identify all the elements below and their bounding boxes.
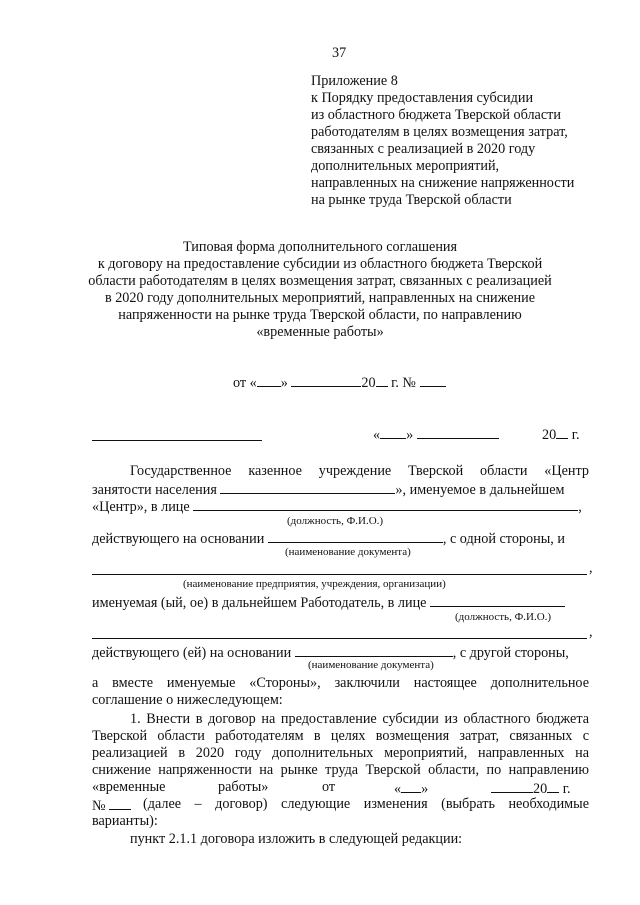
text: действующего (ей) на основании [92,645,292,661]
appendix-line: на рынке труда Тверской области [311,192,512,208]
year-suffix: г. [562,781,571,797]
page-number: 37 [332,45,347,61]
place-blank[interactable] [92,440,262,441]
quote-close: » [280,375,288,391]
body-word: «временные [92,779,166,795]
number-blank[interactable] [420,373,446,387]
place-date-line [373,425,499,444]
day-blank[interactable] [257,373,281,387]
text: , [578,499,582,515]
appendix-line: работодателям в целях возмещения затрат, [311,124,568,140]
text: », именуемое в дальнейшем [395,482,565,498]
caption-position: (должность, Ф.И.О.) [287,515,384,527]
body-line: реализацией в 2020 году дополнительных мероприятий, направленных на [92,745,589,761]
place-year [542,425,580,444]
body-line: (далее – договор) следующие изменения (выбрать необходимые [143,796,589,812]
year-blank[interactable] [376,373,388,387]
body-line: пункт 2.1.1 договора изложить в следующей редакции: [130,831,463,847]
quote-open: « [373,427,381,443]
title-line: напряженности на рынке труда Тверской области, по направлению [118,307,522,323]
quote-open: « [394,781,402,797]
appendix-line: дополнительных мероприятий, [311,158,500,174]
body-line: 1. Внести в договор на предоставление субсидии из областного бюджета [130,711,589,727]
employer-basis-blank[interactable] [295,643,453,657]
body-line: соглашение о нижеследующем: [92,692,283,708]
body-line [92,497,582,516]
title-line: области работодателям в целях возмещения затрат, связанных с реализацией [88,273,552,289]
text: именуемая (ый, ое) в дальнейшем Работодатель, в лице [92,595,427,611]
title-line: Типовая форма дополнительного соглашения [182,239,458,255]
month-blank[interactable] [291,373,361,387]
date-prefix: от « [233,375,257,391]
year-blank[interactable] [556,425,568,439]
quote-close: » [421,781,429,797]
appendix-line: связанных с реализацией в 2020 году [311,141,536,157]
title-line: «временные работы» [256,324,384,340]
caption-org: (наименование предприятия, учреждения, организации) [183,578,446,590]
text: , с другой стороны, [452,645,569,661]
employer-representative-cont-blank[interactable] [92,638,587,639]
caption-position: (должность, Ф.И.О.) [455,611,552,623]
contract-number-blank[interactable] [109,796,131,810]
year-prefix: 20 [533,781,548,797]
appendix-line: направленных на снижение напряженности [311,175,575,191]
comma: , [589,624,593,640]
quote-close: » [406,427,414,443]
body-line: снижение напряженности на рынке труда Тверской области, по направлению [92,762,589,778]
body-word: от [322,779,336,795]
center-representative-blank[interactable] [193,497,578,511]
day-blank[interactable] [380,425,406,439]
body-line [92,593,565,612]
year-blank[interactable] [547,779,559,793]
title-line: в 2020 году дополнительных мероприятий, направленных на снижение [104,290,536,306]
text: занятости населения [92,482,217,498]
caption-document: (наименование документа) [308,659,434,671]
agreement-date-line [233,373,446,392]
employer-org-blank[interactable] [92,574,587,575]
employer-representative-blank[interactable] [430,593,565,607]
text: , с одной стороны, и [442,531,565,547]
appendix-line: Приложение 8 [311,73,398,89]
month-blank[interactable] [491,779,533,793]
body-line: а вместе именуемые «Стороны», заключили настоящее дополнительное [92,675,589,691]
year-suffix: г. [571,427,580,443]
number-sign: № [92,798,106,814]
text: действующего на основании [92,531,265,547]
month-blank[interactable] [417,425,499,439]
body-word: работы» [218,779,269,795]
day-blank[interactable] [401,779,421,793]
year-number-label: г. № [391,375,416,391]
center-basis-blank[interactable] [268,529,443,543]
year-prefix: 20 [361,375,376,391]
body-line: Государственное казенное учреждение Тверской области «Центр [130,463,589,479]
year-prefix: 20 [542,427,557,443]
body-line: варианты): [92,813,158,829]
text: «Центр», в лице [92,499,190,515]
caption-document: (наименование документа) [285,546,411,558]
title-line: к договору на предоставление субсидии из областного бюджета Тверской [97,256,543,272]
appendix-line: из областного бюджета Тверской области [311,107,561,123]
body-line: Тверской области работодателям в целях возмещения затрат, связанных с [92,728,589,744]
appendix-line: к Порядку предоставления субсидии [311,90,534,106]
center-name-blank[interactable] [220,480,395,494]
comma: , [589,560,593,576]
